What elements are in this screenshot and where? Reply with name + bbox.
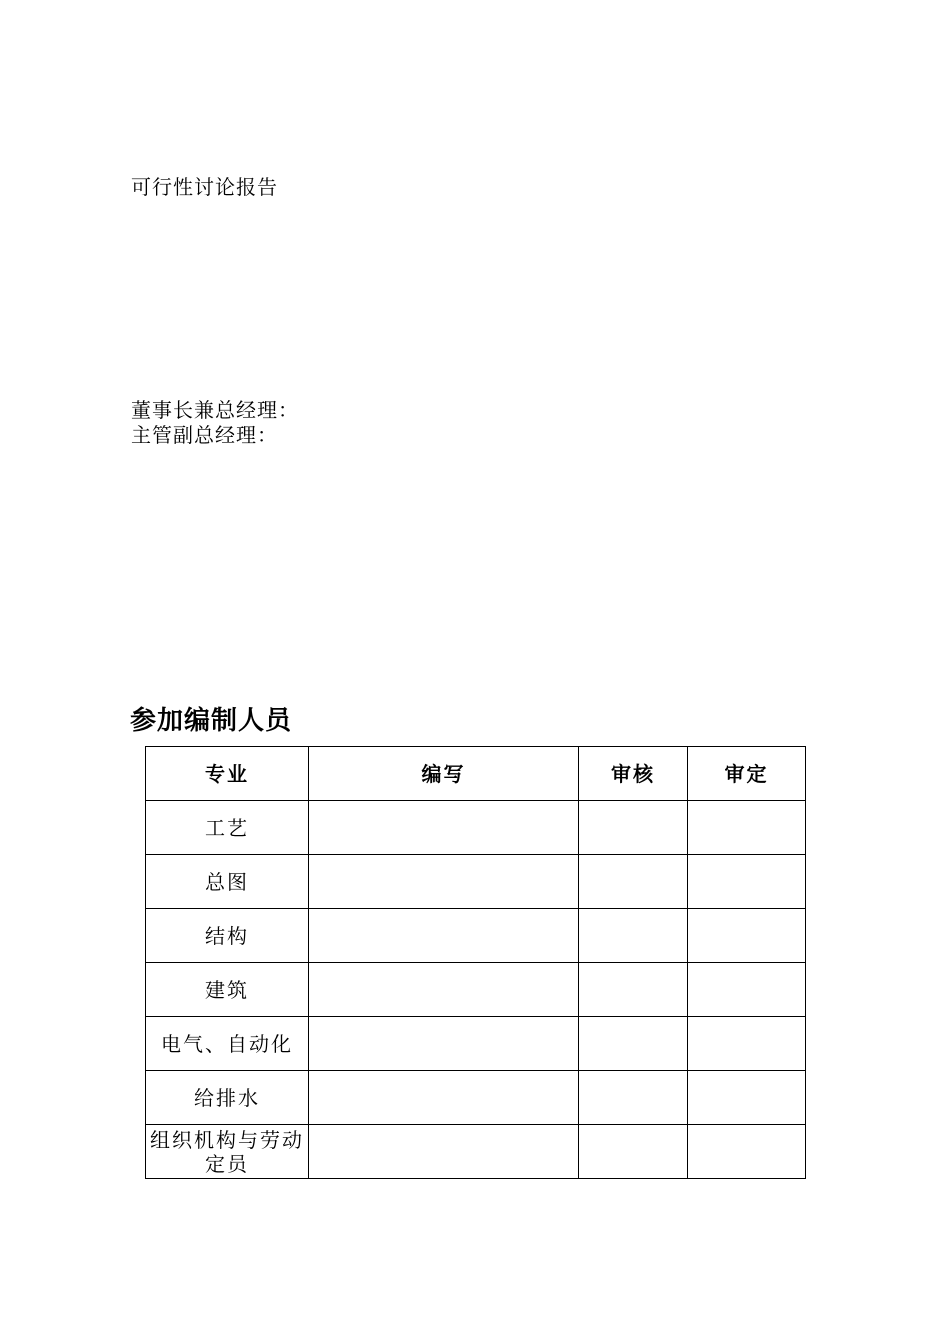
table-row [146, 1071, 806, 1125]
reviewer-cell [579, 1125, 688, 1179]
signature-deputy-manager-label: 主管副总经理： [131, 423, 278, 447]
staff-table [145, 746, 806, 1179]
specialty-cell: 总图 [146, 855, 309, 909]
author-cell [309, 1125, 579, 1179]
column-header-approver: 审定 [688, 747, 806, 801]
approver-cell [688, 963, 806, 1017]
approver-cell [688, 855, 806, 909]
column-header-reviewer: 审核 [579, 747, 688, 801]
approver-cell [688, 801, 806, 855]
specialty-cell: 电气、自动化 [146, 1017, 309, 1071]
approver-cell [688, 909, 806, 963]
author-cell [309, 1017, 579, 1071]
table-row [146, 1017, 806, 1071]
table-row [146, 1125, 806, 1179]
specialty-cell: 组织机构与劳动定员 [146, 1125, 309, 1179]
reviewer-cell [579, 1071, 688, 1125]
table-row [146, 963, 806, 1017]
signature-block [131, 398, 299, 448]
reviewer-cell [579, 909, 688, 963]
specialty-cell: 工艺 [146, 801, 309, 855]
author-cell [309, 909, 579, 963]
document-title: 可行性讨论报告 [131, 175, 278, 199]
specialty-cell: 给排水 [146, 1071, 309, 1125]
author-cell [309, 855, 579, 909]
specialty-cell: 结构 [146, 909, 309, 963]
table-row [146, 801, 806, 855]
table-row [146, 855, 806, 909]
staff-section-heading: 参加编制人员 [130, 706, 293, 736]
reviewer-cell [579, 963, 688, 1017]
reviewer-cell [579, 801, 688, 855]
author-cell [309, 963, 579, 1017]
approver-cell [688, 1017, 806, 1071]
specialty-cell: 建筑 [146, 963, 309, 1017]
author-cell [309, 801, 579, 855]
approver-cell [688, 1125, 806, 1179]
author-cell [309, 1071, 579, 1125]
signature-chairman-label: 董事长兼总经理： [131, 398, 299, 422]
reviewer-cell [579, 1017, 688, 1071]
reviewer-cell [579, 855, 688, 909]
column-header-author: 编写 [309, 747, 579, 801]
staff-table-header-row [146, 747, 806, 801]
column-header-specialty: 专业 [146, 747, 309, 801]
table-row [146, 909, 806, 963]
approver-cell [688, 1071, 806, 1125]
